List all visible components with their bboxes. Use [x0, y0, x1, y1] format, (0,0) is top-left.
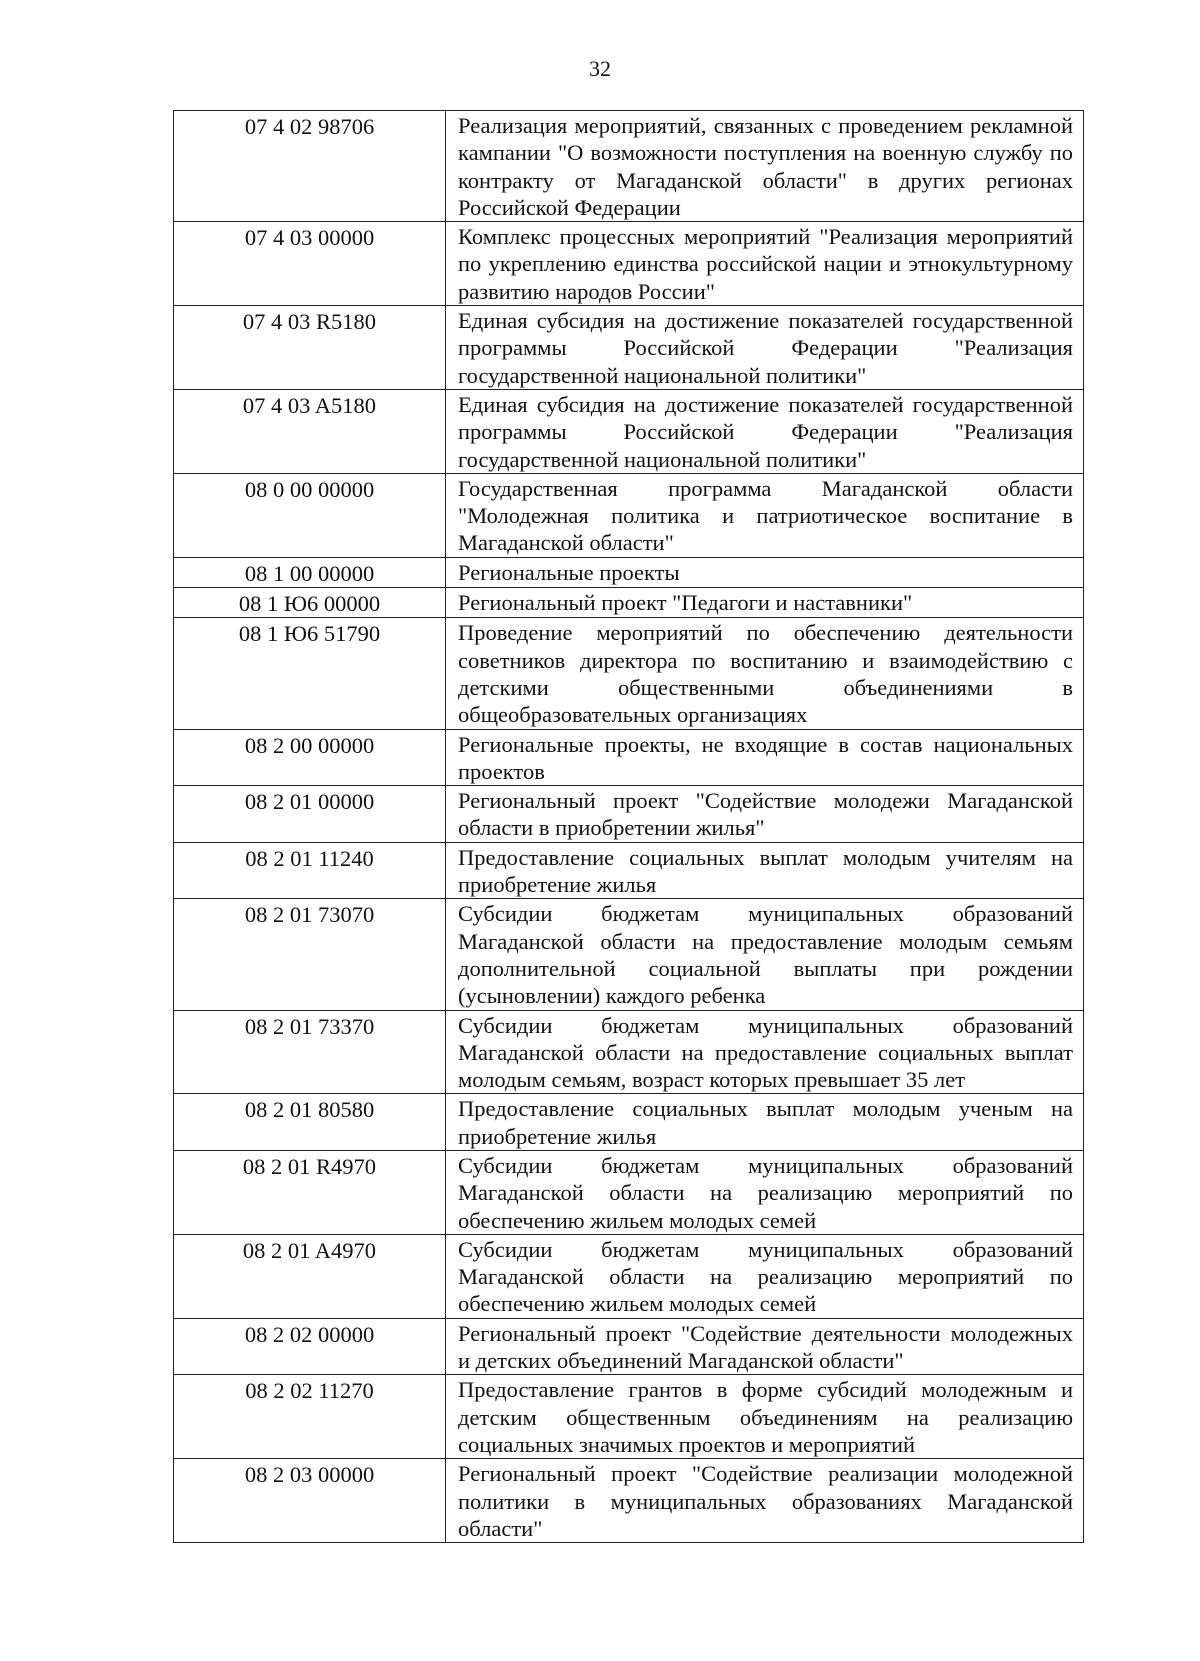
- table-row: [174, 473, 1084, 557]
- row-description: Региональные проекты, не входящие в состав национальных проектов: [446, 729, 1084, 786]
- row-code: 07 4 03 00000: [174, 222, 446, 306]
- table-row: [174, 1459, 1084, 1543]
- row-description: Региональный проект "Содействие реализации молодежной политики в муниципальных образованиях Магаданской области": [446, 1459, 1084, 1543]
- row-code: 08 2 02 00000: [174, 1318, 446, 1375]
- row-code: 08 1 Ю6 51790: [174, 618, 446, 729]
- table-row: [174, 1318, 1084, 1375]
- row-description: Региональный проект "Содействие деятельности молодежных и детских объединений Магаданской области": [446, 1318, 1084, 1375]
- table-row: [174, 1010, 1084, 1094]
- table-row: [174, 1234, 1084, 1318]
- row-code: 08 2 01 00000: [174, 786, 446, 843]
- row-description: Единая субсидия на достижение показателей государственной программы Российской Федерации "Реализация государственной национальной политики": [446, 389, 1084, 473]
- table-row: [174, 389, 1084, 473]
- page-number: 32: [589, 56, 611, 81]
- row-description: Субсидии бюджетам муниципальных образований Магаданской области на предоставление социальных выплат молодым семьям, возраст которых превышает 35 лет: [446, 1010, 1084, 1094]
- table-row: [174, 899, 1084, 1010]
- row-description: Комплекс процессных мероприятий "Реализация мероприятий по укреплению единства российской нации и этнокультурному развитию народов России": [446, 222, 1084, 306]
- row-code: 08 2 01 73070: [174, 899, 446, 1010]
- table-row: [174, 1150, 1084, 1234]
- row-description: Предоставление грантов в форме субсидий молодежным и детским общественным объединениям на реализацию социальных значимых проектов и мероприятий: [446, 1375, 1084, 1459]
- row-description: Предоставление социальных выплат молодым учителям на приобретение жилья: [446, 842, 1084, 899]
- table-row: [174, 1094, 1084, 1151]
- row-code: 08 2 01 73370: [174, 1010, 446, 1094]
- row-description: Субсидии бюджетам муниципальных образований Магаданской области на предоставление молодым семьям дополнительной социальной выплаты при рождении (усыновлении) каждого ребенка: [446, 899, 1084, 1010]
- row-code: 08 1 Ю6 00000: [174, 588, 446, 618]
- row-code: 08 2 01 R4970: [174, 1150, 446, 1234]
- row-code: 08 2 02 11270: [174, 1375, 446, 1459]
- table-row: [174, 1375, 1084, 1459]
- row-code: 08 1 00 00000: [174, 557, 446, 587]
- table-row: [174, 842, 1084, 899]
- row-code: 08 2 01 11240: [174, 842, 446, 899]
- row-description: Субсидии бюджетам муниципальных образований Магаданской области на реализацию мероприятий по обеспечению жильем молодых семей: [446, 1150, 1084, 1234]
- table-row: [174, 618, 1084, 729]
- table-row: [174, 306, 1084, 390]
- row-code: 08 2 03 00000: [174, 1459, 446, 1543]
- row-code: 07 4 03 A5180: [174, 389, 446, 473]
- row-description: Региональный проект "Содействие молодежи Магаданской области в приобретении жилья": [446, 786, 1084, 843]
- table-row: [174, 729, 1084, 786]
- table-row: [174, 222, 1084, 306]
- row-description: Субсидии бюджетам муниципальных образований Магаданской области на реализацию мероприятий по обеспечению жильем молодых семей: [446, 1234, 1084, 1318]
- table-row: [174, 111, 1084, 222]
- row-code: 08 2 01 80580: [174, 1094, 446, 1151]
- row-code: 07 4 03 R5180: [174, 306, 446, 390]
- row-description: Региональные проекты: [446, 557, 1084, 587]
- row-description: Предоставление социальных выплат молодым ученым на приобретение жилья: [446, 1094, 1084, 1151]
- row-description: Реализация мероприятий, связанных с проведением рекламной кампании "О возможности поступления на военную службу по контракту от Магаданской области" в других регионах Российской Федерации: [446, 111, 1084, 222]
- table-row: [174, 557, 1084, 587]
- budget-classification-table: [173, 110, 1084, 1543]
- row-description: Проведение мероприятий по обеспечению деятельности советников директора по воспитанию и взаимодействию с детскими общественными объединениями в общеобразовательных организациях: [446, 618, 1084, 729]
- row-description: Региональный проект "Педагоги и наставники": [446, 588, 1084, 618]
- row-code: 07 4 02 98706: [174, 111, 446, 222]
- row-code: 08 2 00 00000: [174, 729, 446, 786]
- table-row: [174, 786, 1084, 843]
- table-row: [174, 588, 1084, 618]
- row-description: Государственная программа Магаданской области "Молодежная политика и патриотическое воспитание в Магаданской области": [446, 473, 1084, 557]
- row-code: 08 2 01 A4970: [174, 1234, 446, 1318]
- row-code: 08 0 00 00000: [174, 473, 446, 557]
- row-description: Единая субсидия на достижение показателей государственной программы Российской Федерации "Реализация государственной национальной политики": [446, 306, 1084, 390]
